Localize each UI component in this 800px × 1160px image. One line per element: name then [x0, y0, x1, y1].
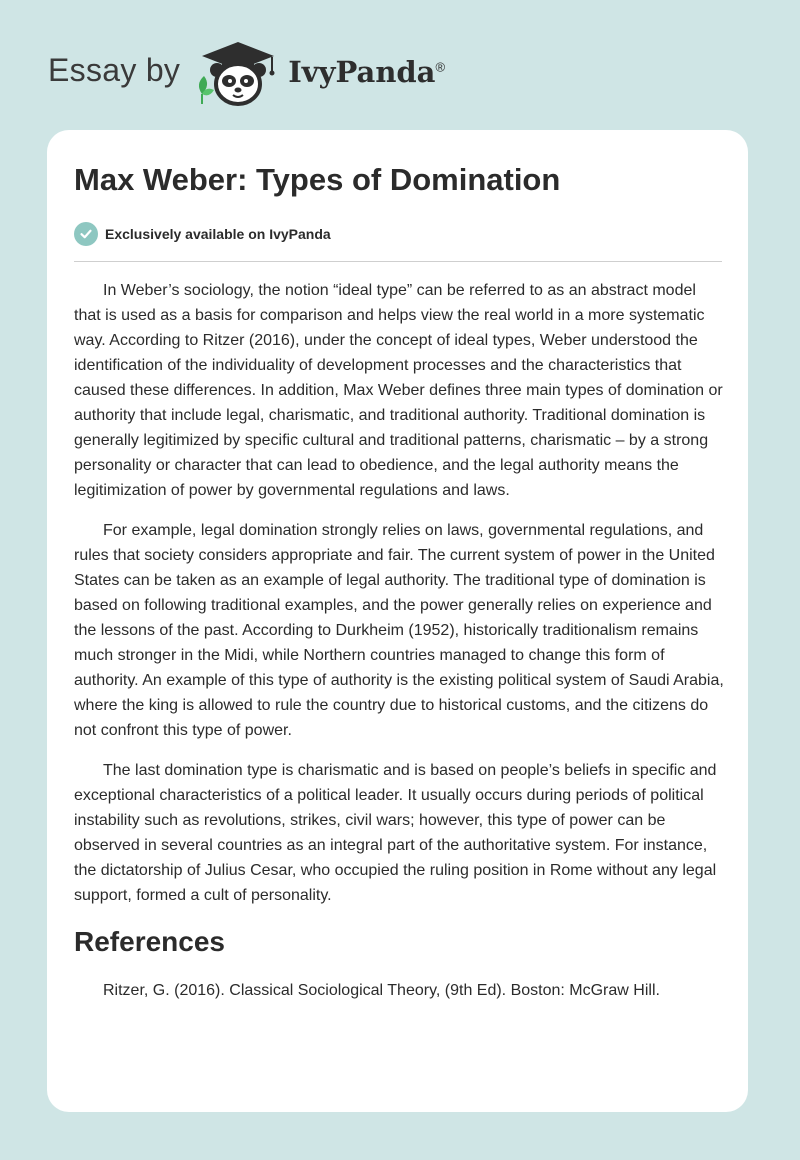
article-body	[74, 278, 724, 1003]
paragraph: In Weber’s sociology, the notion “ideal type” can be referred to as an abstract model that is used as a basis for comparison and helps view the real world in a more systematic way. According to Ritzer (2016), under the concept of ideal types, Weber understood the identification of the individuality of development processes and the characteristics that caused these differences. In addition, Max Weber defines three main types of domination or authority that include legal, charismatic, and traditional authority. Traditional domination is generally legitimized by specific cultural and traditional patterns, charismatic – by a strong personality or character that can lead to obedience, and the legal authority means the legitimization of power by governmental regulations and laws.	[74, 282, 723, 499]
essay-by-label: Essay by	[48, 51, 181, 88]
brand-name[interactable]	[288, 55, 445, 89]
essay-card	[47, 130, 748, 1112]
exclusive-badge	[74, 222, 331, 246]
page-title: Max Weber: Types of Domination	[74, 162, 561, 197]
paragraph: For example, legal domination strongly relies on laws, governmental regulations, and rules that society considers appropriate and fair. The current system of power in the United States can be taken as an example of legal authority. The traditional type of domination is based on following traditional examples, and the power generally relies on experience and the lessons of the past. According to Durkheim (1952), historically traditionalism remains much stronger in the Midi, while Northern countries managed to change this form of authority. An example of this type of authority is the existing political system of Saudi Arabia, where the king is allowed to rule the country due to historical customs, and the citizens do not confront this type of power.	[74, 522, 724, 739]
exclusive-badge-label: Exclusively available on IvyPanda	[105, 226, 331, 242]
reference-item: Ritzer, G. (2016). Classical Sociological Theory, (9th Ed). Boston: McGraw Hill.	[103, 982, 660, 999]
brand-text: IvyPanda	[288, 55, 436, 89]
references-heading: References	[74, 926, 225, 957]
panda-graduate-logo-icon[interactable]	[192, 36, 284, 108]
paragraph: The last domination type is charismatic and is based on people’s beliefs in specific and exceptional characteristics of a political leader. It usually occurs during periods of political instability such as revolutions, strikes, civil wars; however, this type of power can be observed in several countries as an integral part of the authoritative system. For instance, the dictatorship of Julius Cesar, who occupied the ruling position in Rome without any legal support, formed a cult of personality.	[74, 762, 717, 904]
header-divider	[74, 261, 722, 262]
trademark-symbol: ®	[435, 59, 446, 75]
check-circle-icon	[74, 222, 98, 246]
site-header	[48, 36, 445, 108]
